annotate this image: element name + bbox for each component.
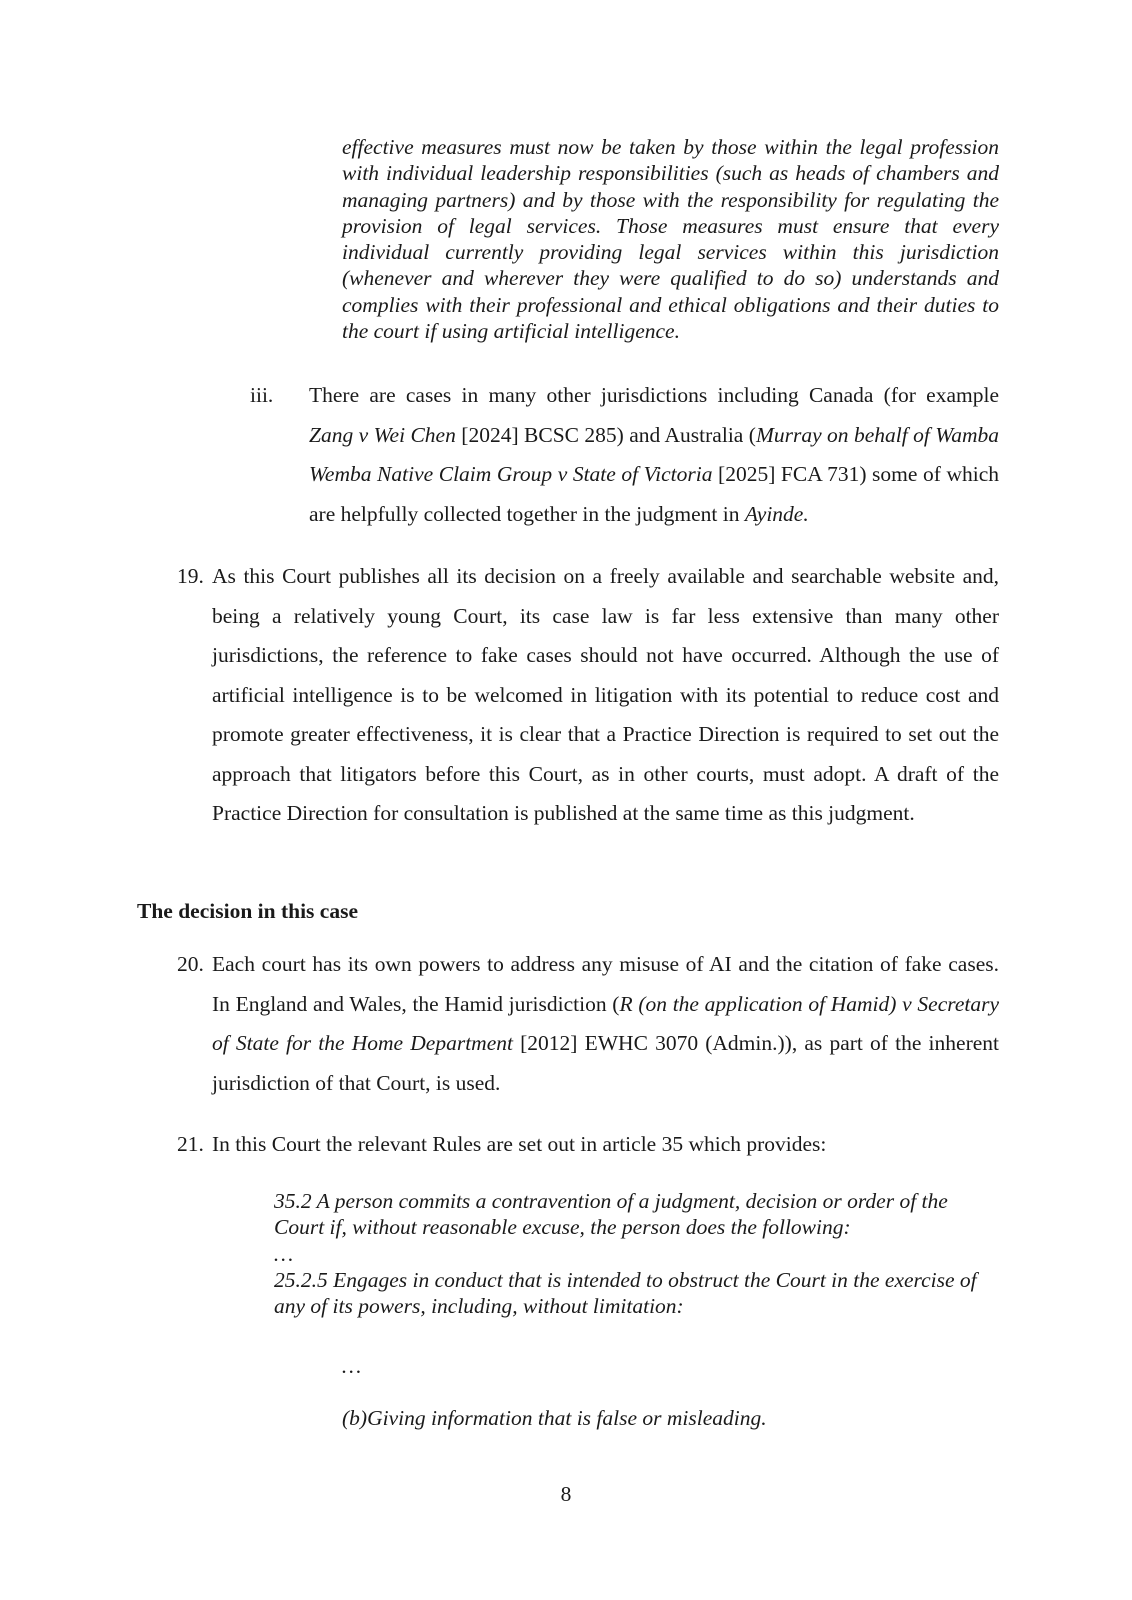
- item-text-part: [2024] BCSC 285) and Australia (: [455, 422, 756, 447]
- case-citation: Zang v Wei Chen: [309, 422, 456, 447]
- ellipsis: …: [342, 1354, 362, 1378]
- case-citation: Murray on behalf of Wamba Wemba Native Claim Group v State of Victoria: [309, 422, 999, 486]
- case-citation: Ayinde.: [744, 501, 809, 526]
- ellipsis: …: [274, 1241, 294, 1266]
- list-item-number: iii.: [250, 383, 274, 407]
- page-number: 8: [560, 1482, 572, 1506]
- rule-quotation: [274, 1188, 999, 1319]
- list-item-text: [309, 376, 999, 534]
- paragraph-text: In this Court the relevant Rules are set out in article 35 which provides:: [212, 1132, 827, 1156]
- paragraph-number: 19.: [177, 564, 204, 588]
- rule-text: 35.2 A person commits a contravention of a judgment, decision or order of the Court if, without reasonable excuse, the person does the following:: [274, 1189, 948, 1240]
- case-citation: R (on the application of Hamid) v Secretary of State for the Home Department: [212, 991, 999, 1055]
- rule-text: 25.2.5 Engages in conduct that is intended to obstruct the Court in the exercise of any of its powers, including, without limitation:: [274, 1267, 977, 1319]
- paragraph-text-part: [2012] EWHC 3070 (Admin.)), as part of the inherent jurisdiction of that Court, is used.: [212, 1031, 999, 1095]
- rule-subitem: (b)Giving information that is false or misleading.: [342, 1406, 767, 1430]
- paragraph-text: As this Court publishes all its decision on a freely available and searchable website and, being a relatively young Court, its case law is far less extensive than many other jurisdictions, the reference to fake cases should not have occurred. Although the use of artificial intelligence is to be welcomed in litigation with its potential to reduce cost and promote greater effectiveness, it is clear that a Practice Direction is required to set out the approach that litigators before this Court, as in other courts, must adopt. A draft of the Practice Direction for consultation is published at the same time as this judgment.: [212, 564, 999, 825]
- section-heading: The decision in this case: [137, 899, 358, 923]
- paragraph-number: 21.: [177, 1132, 204, 1156]
- paragraph-text: [212, 945, 999, 1103]
- item-text-part: There are cases in many other jurisdictions including Canada (for example: [309, 383, 999, 407]
- item-text-part: [2025] FCA 731) some of which are helpfully collected together in the judgment in: [309, 462, 999, 526]
- paragraph-text-part: Each court has its own powers to address any misuse of AI and the citation of fake cases. In England and Wales, the Hamid jurisdiction (: [212, 952, 999, 1016]
- paragraph-number: 20.: [177, 952, 204, 976]
- quoted-passage-text: effective measures must now be taken by those within the legal profession with individual leadership responsibilities (such as heads of chambers and managing partners) and by those with the responsibility for regulating the provision of legal services. Those measures must ensure that every individual currently providing legal services within this jurisdiction (whenever and wherever they were qualified to do so) understands and complies with their professional and ethical obligations and their duties to the court if using artificial intelligence.: [342, 135, 999, 344]
- quoted-passage: [342, 134, 999, 344]
